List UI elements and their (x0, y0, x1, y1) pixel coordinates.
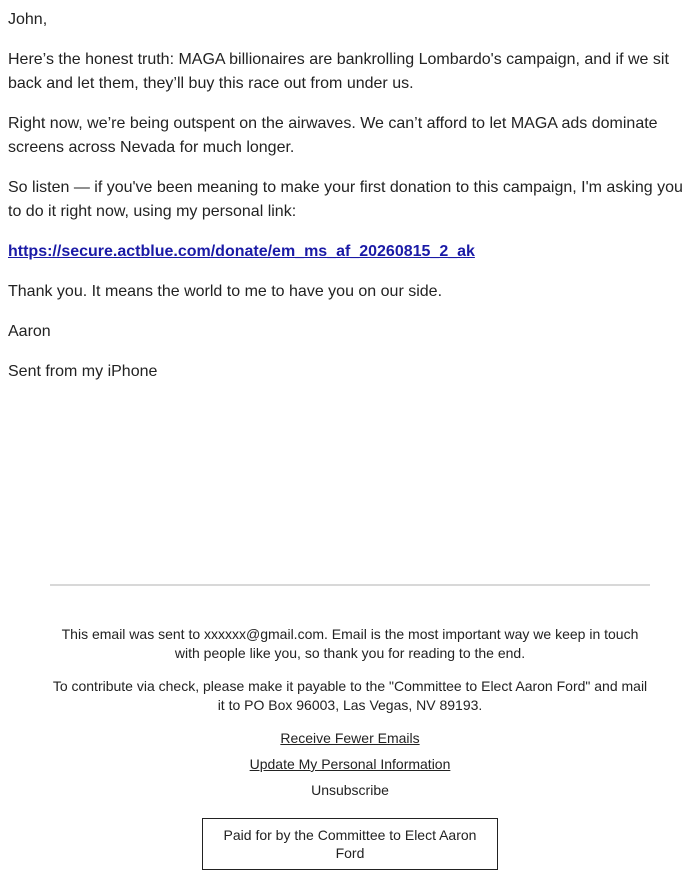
sent-from-signature: Sent from my iPhone (8, 363, 158, 380)
check-contribution-info: To contribute via check, please make it payable to the "Committee to Elect Aaron Ford" and mail it to PO Box 96003, Las Vegas, NV 89193. (52, 678, 648, 713)
email-footer (50, 625, 650, 870)
unsubscribe-line (50, 781, 650, 800)
greeting: John, (8, 11, 48, 28)
donate-link[interactable]: https://secure.actblue.com/donate/em_ms_af_20260815_2_ak (8, 243, 475, 260)
receive-fewer-line (50, 729, 650, 748)
update-info-line (50, 755, 650, 774)
paid-for-disclaimer: Paid for by the Committee to Elect Aaron Ford (202, 818, 498, 870)
sent-to-notice: This email was sent to xxxxxx@gmail.com. Email is the most important way we keep in touch with people like you, so thank you for reading to the end. (61, 626, 639, 661)
update-personal-info-link[interactable]: Update My Personal Information (249, 756, 451, 772)
paragraph-ask: So listen — if you've been meaning to make your first donation to this campaign, I'm asking you to do it right now, using my personal link: (8, 179, 683, 220)
paragraph-truth: Here’s the honest truth: MAGA billionaires are bankrolling Lombardo's campaign, and if we sit back and let them, they’ll buy this race out from under us. (8, 51, 669, 92)
email-body (8, 8, 692, 400)
unsubscribe-link[interactable]: Unsubscribe (311, 782, 389, 798)
paragraph-outspent: Right now, we’re being outspent on the airwaves. We can’t afford to let MAGA ads dominate screens across Nevada for much longer. (8, 115, 658, 156)
donate-link-line (8, 240, 692, 264)
signature: Aaron (8, 323, 51, 340)
receive-fewer-emails-link[interactable]: Receive Fewer Emails (280, 730, 420, 746)
footer-divider (50, 584, 650, 586)
thanks-text: Thank you. It means the world to me to have you on our side. (8, 283, 443, 300)
